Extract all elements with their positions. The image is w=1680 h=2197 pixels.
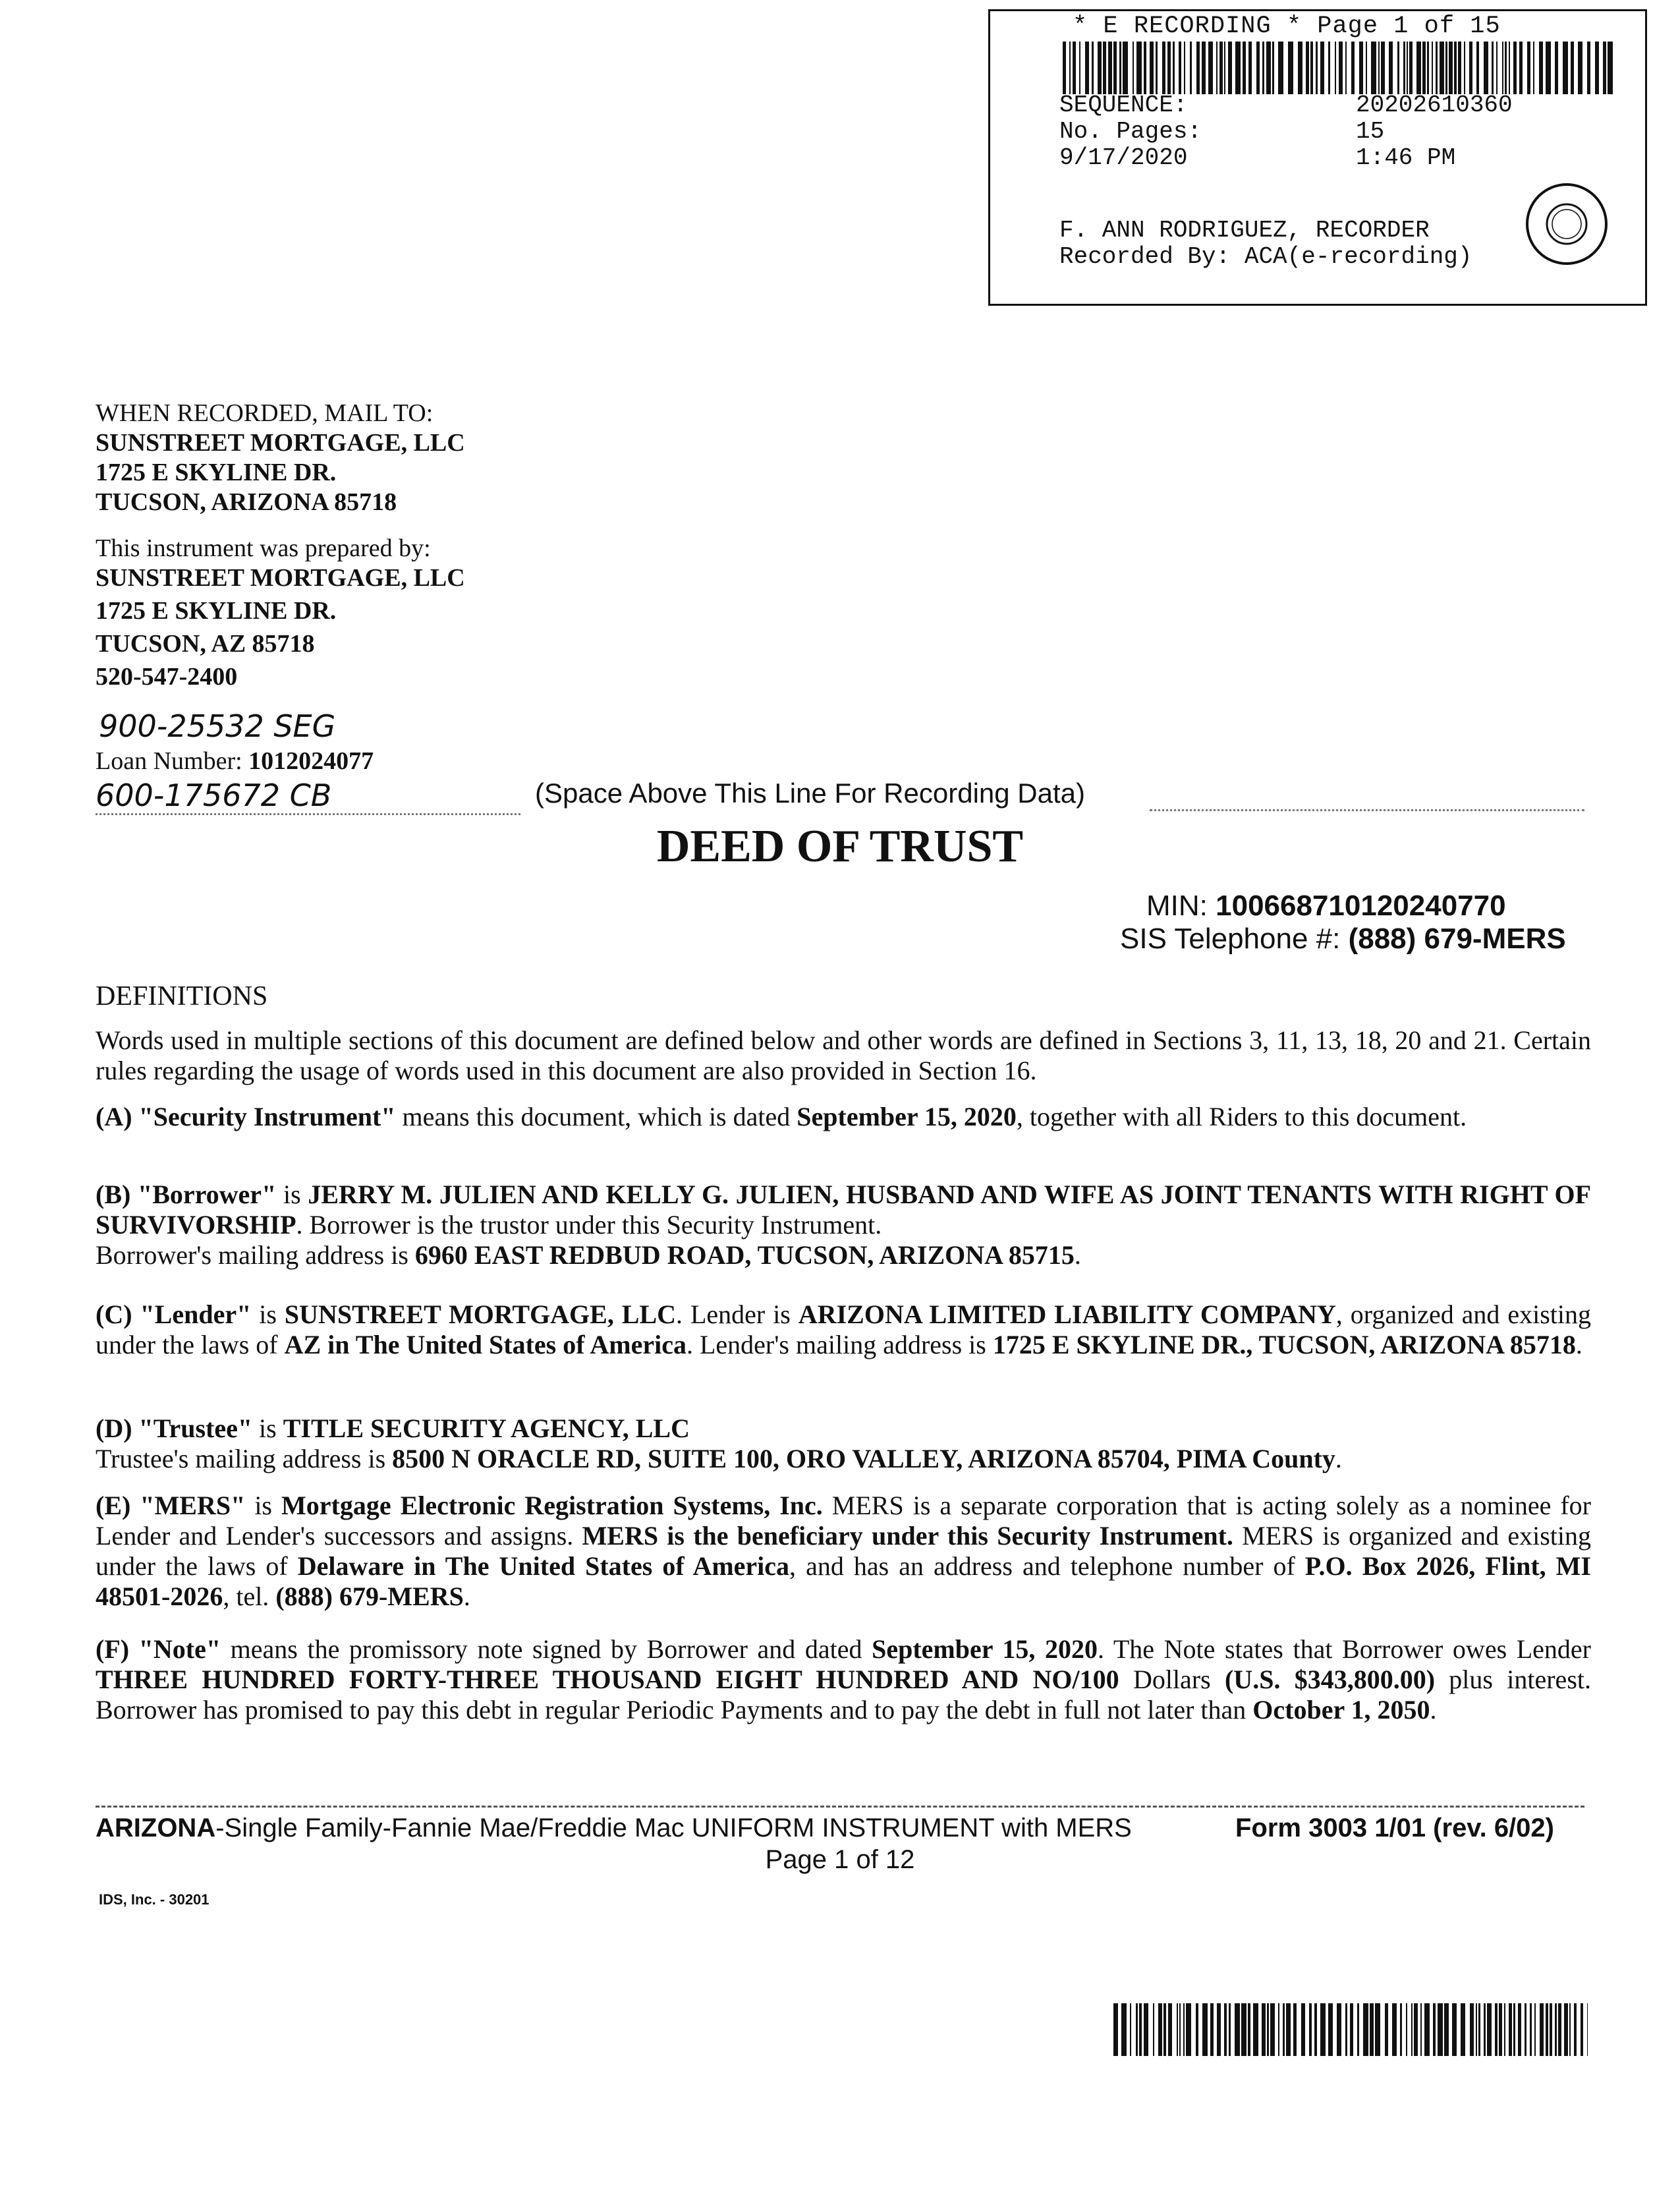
barcode-bar [1563,42,1568,94]
barcode-bar [1228,42,1232,94]
barcode-bar [1262,42,1264,94]
ids-form-code: IDS, Inc. - 30201 [99,1891,210,1908]
space-above-line: (Space Above This Line For Recording Data) [535,778,1085,809]
barcode-bar [1578,42,1582,94]
barcode-bar [1248,2003,1250,2056]
min-line [1146,890,1506,923]
barcode-bar [1266,42,1271,94]
barcode-bar [1085,42,1089,94]
pages-value: 15 [1356,118,1385,145]
barcode-bar [1608,42,1613,94]
barcode-bar [1335,42,1336,94]
barcode-bar [1113,2003,1118,2056]
barcode-bar [1210,2003,1214,2056]
barcode-bar [1098,42,1102,94]
barcode-bar [1476,42,1479,94]
barcode-bar [1190,42,1192,94]
barcode-bar [1293,2003,1297,2056]
prepared-by-line: 520-547-2400 [96,663,238,691]
barcode-bar [1345,42,1347,94]
barcode-bar [1534,2003,1536,2056]
barcode-bar [1406,2003,1407,2056]
barcode-bar [1555,42,1558,94]
barcode-bar [1286,2003,1291,2056]
barcode-bar [1186,2003,1191,2056]
barcode-bar [1366,42,1367,94]
barcode-bar [1136,42,1142,94]
barcode-bar [1133,42,1134,94]
barcode-bar [1502,42,1503,94]
barcode-bar [1357,2003,1359,2056]
barcode-bar [1513,42,1517,94]
barcode-bar [1587,42,1590,94]
barcode-bar [1432,42,1433,94]
barcode-bar [1445,42,1447,94]
definition-c: (C) "Lender" is SUNSTREET MORTGAGE, LLC. Lender is ARIZONA LIMITED LIABILITY COMPANY, organized and existing under the laws of AZ in The United States of America. Lender's mailing address is 1725 E SKYLINE DR., TUCSON, ARIZONA 85718. [96,1299,1592,1359]
barcode-bar [1527,42,1530,94]
form-description: ARIZONA-Single Family-Fannie Mae/Freddie Mac UNIFORM INSTRUMENT with MERS [96,1813,1132,1842]
barcode-bar [1130,2003,1131,2056]
barcode-bar [1184,42,1185,94]
barcode-bar [1267,2003,1269,2056]
loan-number [96,747,374,776]
barcode-bar [1546,2003,1548,2056]
barcode-bar [1416,42,1421,94]
barcode-bar [1288,42,1293,94]
barcode-bar [1320,2003,1326,2056]
barcode-bar [1144,2003,1148,2056]
barcode-bar [1504,2003,1505,2056]
barcode-bar [1371,42,1376,94]
barcode-bar [1461,2003,1465,2056]
barcode-bar [1509,42,1510,94]
barcode-bar [1454,42,1457,94]
loan-number-label: Loan Number: [96,747,242,775]
barcode-bar [1518,2003,1521,2056]
barcode-bar [1403,42,1405,94]
prepared-by-heading: This instrument was prepared by: [96,534,431,562]
barcode-bar [1449,42,1453,94]
min-value: 100668710120240770 [1216,890,1506,922]
barcode-bar [1345,2003,1347,2056]
barcode-bar [1328,42,1330,94]
barcode-bar [1073,42,1076,94]
definition-f: (F) "Note" means the promissory note signed by Borrower and dated September 15, 2020. The Note states that Borrower owes Lender THREE HUNDRED FORTY-THREE THOUSAND EIGHT HUNDRED AND NO/100 Dollars (U.S. $343,800.00) plus interest. Borrower has promised to pay this debt in regular Periodic Payments and to pay the debt in full not later than October 1, 2050. [96,1634,1591,1725]
definition-e: (E) "MERS" is Mortgage Electronic Registration Systems, Inc. MERS is a separate corporation that is acting solely as a nominee for Lender and Lender's successors and assigns. MERS is the beneficiary under this Security Instrument. MERS is organized and existing under the laws of Delaware in The United States of America, and has an address and telephone number of P.O. Box 2026, Flint, MI 48501-2026, tel. (888) 679-MERS. [96,1491,1592,1611]
barcode-bar [1306,42,1309,94]
barcode-bar [1216,42,1218,94]
barcode-bar [1436,42,1438,94]
barcode-bar [1256,42,1260,94]
barcode-bar [1243,42,1246,94]
barcode-bar [1452,2003,1457,2056]
barcode-bar [1241,2003,1246,2056]
sequence-value: 20202610360 [1356,92,1513,119]
barcode-bar [1499,2003,1502,2056]
recording-stamp-box [988,9,1647,306]
barcode-bar [1298,42,1302,94]
barcode-bar [1370,2003,1374,2056]
recording-header: * E RECORDING * Page 1 of 15 [1073,13,1501,40]
barcode-bar [1177,2003,1178,2056]
barcode-bar [1156,42,1158,94]
barcode-bar [1262,2003,1266,2056]
definition-a: (A) "Security Instrument" means this document, which is dated September 15, 2020, together with all Riders to this document. [96,1102,1467,1131]
barcode-bar [1438,2003,1443,2056]
barcode-bar [1079,42,1080,94]
barcode-bar [1550,2003,1552,2056]
barcode-bar [1569,2003,1571,2056]
document-barcode-icon [1113,2003,1588,2056]
barcode-bar [1351,42,1355,94]
definition-label: (D) "Trustee" [96,1413,253,1443]
prepared-by-line: 1725 E SKYLINE DR. [96,597,337,625]
barcode-bar [1458,42,1461,94]
barcode-bar [1158,2003,1162,2056]
barcode-bar [1519,42,1523,94]
recording-data-rule [1150,784,1584,811]
barcode-bar [1092,42,1094,94]
barcode-bar [1505,42,1507,94]
barcode-bar [1420,2003,1422,2056]
barcode-bar [1217,2003,1221,2056]
barcode-bar [1433,2003,1436,2056]
definitions-heading: DEFINITIONS [96,981,268,1012]
barcode-bar [1484,2003,1486,2056]
barcode-bar [1310,42,1313,94]
barcode-bar [1509,2003,1512,2056]
mail-to-line: SUNSTREET MORTGAGE, LLC [96,429,465,457]
form-number: Form 3003 1/01 (rev. 6/02) [1235,1813,1554,1842]
sis-label: SIS Telephone #: [1120,923,1341,955]
barcode-bar [1411,2003,1413,2056]
barcode-bar [1381,42,1385,94]
barcode-bar [1363,2003,1368,2056]
recording-time: 1:46 PM [1356,144,1456,171]
barcode-bar [1153,2003,1154,2056]
definition-d: (D) "Trustee" is TITLE SECURITY AGENCY, LLC Trustee's mailing address is 8500 N ORACLE RD, SUITE 100, ORO VALLEY, ARIZONA 85704, PIMA County. [96,1413,1342,1473]
barcode-bar [1183,2003,1185,2056]
barcode-bar [1219,42,1223,94]
barcode-bar [1278,2003,1279,2056]
mail-to-line: 1725 E SKYLINE DR. [96,459,337,486]
barcode-bar [1555,2003,1557,2056]
barcode-bar [1301,2003,1305,2056]
sis-value: (888) 679-MERS [1348,923,1566,955]
recording-date: 9/17/2020 [1059,144,1188,171]
barcode-bar [1407,42,1408,94]
barcode-bar [1314,2003,1317,2056]
barcode-bar [1316,42,1318,94]
barcode-bar [1235,2003,1240,2056]
barcode-bar [1179,2003,1181,2056]
footer-rule [96,1806,1584,1808]
barcode-bar [1581,2003,1583,2056]
barcode-bar [1224,2003,1227,2056]
barcode-bar [1283,2003,1285,2056]
recording-barcode-icon [1063,42,1616,94]
sequence-label: SEQUENCE: [1059,92,1188,119]
barcode-bar [1546,42,1551,94]
barcode-bar [1248,42,1252,94]
barcode-bar [1309,2003,1312,2056]
definition-label: (A) "Security Instrument" [96,1102,396,1131]
barcode-bar [1196,2003,1198,2056]
barcode-bar [1530,2003,1532,2056]
barcode-bar [1564,2003,1568,2056]
barcode-bar [1378,42,1380,94]
barcode-bar [1397,42,1399,94]
barcode-bar [1253,2003,1258,2056]
handwritten-note: 900-25532 SEG [99,708,336,744]
barcode-bar [1144,42,1146,94]
barcode-bar [1400,2003,1402,2056]
barcode-bar [1163,2003,1166,2056]
barcode-bar [1179,42,1181,94]
barcode-bar [1478,2003,1480,2056]
barcode-bar [1278,42,1283,94]
barcode-bar [1539,42,1543,94]
barcode-bar [1202,2003,1208,2056]
barcode-bar [1495,2003,1498,2056]
barcode-bar [1424,2003,1430,2056]
barcode-bar [1103,42,1106,94]
mail-to-line: TUCSON, ARIZONA 85718 [96,488,397,516]
barcode-bar [1208,42,1213,94]
barcode-bar [1525,2003,1526,2056]
barcode-bar [1224,42,1225,94]
barcode-bar [1595,42,1599,94]
barcode-bar [1123,42,1128,94]
barcode-bar [1375,2003,1380,2056]
barcode-bar [1469,42,1472,94]
definitions-intro: Words used in multiple sections of this document are defined below and other words are defined in Sections 3, 11, 13, 18, 20 and 21. Certain rules regarding the usage of words used in this document are also provided in Section 16. [96,1025,1591,1085]
prepared-by-line: TUCSON, AZ 85718 [96,630,315,658]
barcode-bar [1069,42,1071,94]
barcode-bar [1440,42,1444,94]
barcode-bar [1392,2003,1397,2056]
barcode-bar [1167,42,1171,94]
barcode-bar [1496,42,1498,94]
barcode-bar [1202,42,1206,94]
barcode-bar [1540,2003,1544,2056]
barcode-bar [1487,2003,1492,2056]
barcode-bar [1162,42,1165,94]
barcode-bar [1444,2003,1449,2056]
mail-to-heading: WHEN RECORDED, MAIL TO: [96,399,434,427]
min-label: MIN: [1146,890,1208,922]
barcode-bar [1389,42,1393,94]
barcode-bar [1119,42,1121,94]
barcode-bar [1587,2003,1588,2056]
barcode-bar [1470,2003,1474,2056]
recorder-name: F. ANN RODRIGUEZ, RECORDER [1059,217,1430,244]
barcode-bar [1108,42,1112,94]
barcode-bar [1320,42,1324,94]
barcode-bar [1492,42,1494,94]
definition-label: (C) "Lender" [96,1299,252,1329]
recorded-by: Recorded By: ACA(e-recording) [1059,243,1472,270]
definition-b: (B) "Borrower" is JERRY M. JULIEN AND KELLY G. JULIEN, HUSBAND AND WIFE AS JOINT TENANTS WITH RIGHT OF SURVIVORSHIP. Borrower is the trustor under this Security Instrument. Borrower's mailing address is 6960 EAST REDBUD ROAD, TUCSON, ARIZONA 85715. [96,1180,1592,1270]
barcode-bar [1328,2003,1333,2056]
barcode-bar [1422,42,1426,94]
definition-label: (F) "Note" [96,1634,221,1664]
barcode-bar [1229,2003,1231,2056]
handwritten-file-number: 600-175672 CB [96,778,520,815]
barcode-bar [1427,42,1429,94]
pages-label: No. Pages: [1059,118,1202,145]
barcode-bar [1414,2003,1418,2056]
barcode-bar [1339,42,1343,94]
barcode-bar [1385,2003,1388,2056]
barcode-bar [1270,2003,1275,2056]
barcode-bar [1603,42,1606,94]
barcode-bar [1409,42,1413,94]
barcode-bar [1136,2003,1138,2056]
barcode-bar [1168,2003,1172,2056]
loan-number-value: 1012024077 [248,747,374,775]
barcode-bar [1196,42,1200,94]
sis-line [1120,923,1566,956]
barcode-bar [1513,2003,1515,2056]
barcode-bar [1571,42,1574,94]
barcode-bar [1484,42,1488,94]
barcode-bar [1337,2003,1341,2056]
barcode-bar [1063,42,1066,94]
barcode-bar [1558,2003,1561,2056]
barcode-bar [1359,42,1363,94]
document-title: DEED OF TRUST [656,821,1024,872]
barcode-bar [1139,2003,1142,2056]
county-recorder-seal-icon [1524,181,1610,267]
barcode-bar [1350,2003,1353,2056]
definition-label: (B) "Borrower" [96,1180,277,1209]
barcode-bar [1533,42,1534,94]
barcode-bar [1173,42,1175,94]
page-number: Page 1 of 12 [765,1845,915,1874]
barcode-bar [1150,42,1154,94]
barcode-bar [1113,42,1117,94]
barcode-bar [1121,2003,1127,2056]
barcode-bar [1476,2003,1477,2056]
barcode-bar [1272,42,1274,94]
prepared-by-line: SUNSTREET MORTGAGE, LLC [96,564,465,592]
definition-label: (E) "MERS" [96,1491,246,1520]
barcode-bar [1464,42,1465,94]
barcode-bar [1574,2003,1577,2056]
barcode-bar [1235,42,1241,94]
